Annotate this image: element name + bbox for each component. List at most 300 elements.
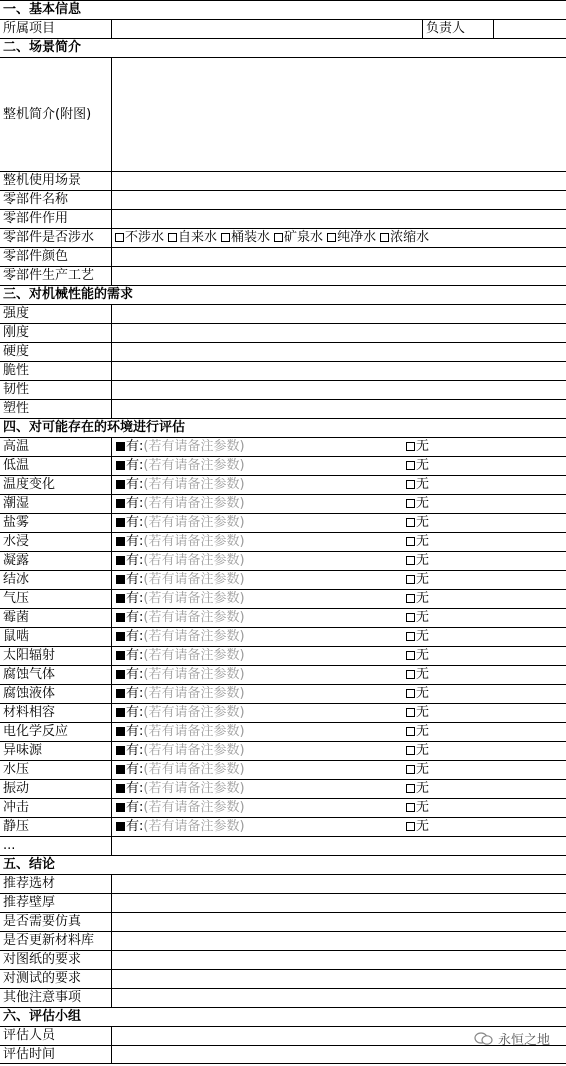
env-row (0, 703, 566, 722)
env-row (0, 551, 566, 570)
checkbox-icon[interactable] (406, 575, 415, 584)
env-label: 电化学反应 (0, 723, 112, 741)
mechanical-row (0, 380, 566, 399)
section-title: 二、场景简介 (3, 40, 82, 55)
env-option-none[interactable] (406, 552, 429, 570)
checkbox-icon[interactable] (406, 670, 415, 679)
has-label: 有: (126, 648, 144, 663)
checkbox-checked-icon[interactable] (116, 822, 125, 831)
checkbox-checked-icon[interactable] (116, 556, 125, 565)
water-option[interactable] (115, 230, 164, 245)
env-row (0, 798, 566, 817)
env-option-none[interactable] (406, 666, 429, 684)
env-options (112, 552, 566, 570)
checkbox-icon[interactable] (406, 461, 415, 470)
conclusion-field[interactable] (112, 913, 566, 931)
env-option-has[interactable] (116, 742, 245, 760)
env-options (112, 704, 566, 722)
checkbox-icon[interactable] (406, 765, 415, 774)
conclusion-field[interactable] (112, 875, 566, 893)
scene-row (0, 247, 566, 266)
section-title: 五、结论 (3, 857, 56, 872)
env-options (112, 799, 566, 817)
env-label: 静压 (0, 818, 112, 836)
env-label: 气压 (0, 590, 112, 608)
watermark (474, 1029, 550, 1048)
hint-text: (若有请备注参数) (143, 781, 245, 796)
checkbox-checked-icon[interactable] (116, 442, 125, 451)
project-field[interactable] (112, 20, 422, 38)
has-label: 有: (126, 686, 144, 701)
wechat-icon (474, 1032, 494, 1046)
env-option-none[interactable] (406, 571, 429, 589)
scene-row (0, 266, 566, 285)
env-options (112, 647, 566, 665)
hint-text: (若有请备注参数) (143, 572, 245, 587)
none-label: 无 (416, 800, 430, 815)
water-option[interactable] (221, 230, 270, 245)
checkbox-checked-icon[interactable] (116, 575, 125, 584)
checkbox-checked-icon[interactable] (116, 803, 125, 812)
checkbox-icon[interactable] (406, 822, 415, 831)
none-label: 无 (416, 781, 430, 796)
conclusion-label: 推荐壁厚 (0, 894, 112, 912)
has-label: 有: (126, 439, 144, 454)
env-options (112, 495, 566, 513)
water-row (0, 228, 566, 247)
env-option-none[interactable] (406, 685, 429, 703)
mechanical-field[interactable] (112, 362, 566, 380)
env-option-none[interactable] (406, 628, 429, 646)
env-options (112, 723, 566, 741)
mechanical-field[interactable] (112, 343, 566, 361)
has-label: 有: (126, 515, 144, 530)
has-label: 有: (126, 743, 144, 758)
conclusion-field[interactable] (112, 989, 566, 1007)
scene-label: 零部件生产工艺 (0, 267, 112, 285)
scene-row (0, 209, 566, 228)
env-option-has[interactable] (116, 495, 245, 513)
env-label: 温度变化 (0, 476, 112, 494)
conclusion-row (0, 950, 566, 969)
mechanical-field[interactable] (112, 305, 566, 323)
env-option-none[interactable] (406, 438, 429, 456)
water-option-label: 桶装水 (231, 230, 271, 245)
has-label: 有: (126, 496, 144, 511)
checkbox-checked-icon[interactable] (116, 670, 125, 679)
env-option-has[interactable] (116, 647, 245, 665)
scene-row (0, 171, 566, 190)
hint-text: (若有请备注参数) (143, 629, 245, 644)
hint-text: (若有请备注参数) (143, 705, 245, 720)
checkbox-checked-icon[interactable] (116, 518, 125, 527)
env-option-none[interactable] (406, 647, 429, 665)
mechanical-field[interactable] (112, 381, 566, 399)
water-option-label: 矿泉水 (284, 230, 324, 245)
env-row (0, 456, 566, 475)
env-options (112, 533, 566, 551)
checkbox-checked-icon[interactable] (116, 613, 125, 622)
conclusion-row (0, 893, 566, 912)
none-label: 无 (416, 553, 430, 568)
none-label: 无 (416, 648, 430, 663)
env-row (0, 741, 566, 760)
mechanical-label: 刚度 (0, 324, 112, 342)
checkbox-checked-icon[interactable] (116, 708, 125, 717)
hint-text: (若有请备注参数) (143, 477, 245, 492)
env-options (112, 514, 566, 532)
intro-label: 整机简介(附图) (0, 58, 112, 171)
checkbox-icon[interactable] (406, 784, 415, 793)
scene-field[interactable] (112, 267, 566, 285)
env-option-has[interactable] (116, 780, 245, 798)
env-option-has[interactable] (116, 438, 245, 456)
mechanical-row (0, 323, 566, 342)
hint-text: (若有请备注参数) (143, 534, 245, 549)
env-option-has[interactable] (116, 533, 245, 551)
mechanical-row (0, 361, 566, 380)
has-label: 有: (126, 553, 144, 568)
none-label: 无 (416, 667, 430, 682)
env-option-none[interactable] (406, 457, 429, 475)
none-label: 无 (416, 629, 430, 644)
checkbox-checked-icon[interactable] (116, 461, 125, 470)
water-label: 零部件是否涉水 (0, 229, 112, 247)
env-label: 高温 (0, 438, 112, 456)
has-label: 有: (126, 667, 144, 682)
has-label: 有: (126, 458, 144, 473)
none-label: 无 (416, 591, 430, 606)
env-label: 水压 (0, 761, 112, 779)
conclusion-row (0, 931, 566, 950)
env-option-has[interactable] (116, 571, 245, 589)
mechanical-field[interactable] (112, 400, 566, 418)
conclusion-row (0, 874, 566, 893)
env-option-has[interactable] (116, 723, 245, 741)
env-label: 鼠啮 (0, 628, 112, 646)
checkbox-icon[interactable] (406, 556, 415, 565)
team-label: 评估时间 (0, 1046, 112, 1063)
checkbox-icon[interactable] (406, 442, 415, 451)
conclusion-field[interactable] (112, 894, 566, 912)
project-row (0, 19, 566, 38)
hint-text: (若有请备注参数) (143, 439, 245, 454)
env-row (0, 627, 566, 646)
env-label: 凝露 (0, 552, 112, 570)
scene-label: 整机使用场景 (0, 172, 112, 190)
water-option-label: 纯净水 (337, 230, 377, 245)
env-label: 腐蚀气体 (0, 666, 112, 684)
checkbox-icon[interactable] (406, 613, 415, 622)
scene-field[interactable] (112, 210, 566, 228)
env-row (0, 779, 566, 798)
env-option-none[interactable] (406, 514, 429, 532)
env-label: 腐蚀液体 (0, 685, 112, 703)
checkbox-icon[interactable] (406, 689, 415, 698)
env-row (0, 817, 566, 836)
checkbox-checked-icon[interactable] (116, 784, 125, 793)
env-label: 潮湿 (0, 495, 112, 513)
mechanical-label: 塑性 (0, 400, 112, 418)
section-conclusion (0, 855, 566, 874)
mechanical-row (0, 399, 566, 418)
env-option-has[interactable] (116, 514, 245, 532)
env-option-none[interactable] (406, 761, 429, 779)
checkbox-icon[interactable] (406, 480, 415, 489)
scene-label: 零部件作用 (0, 210, 112, 228)
intro-row (0, 57, 566, 171)
env-option-has[interactable] (116, 818, 245, 836)
water-option-label: 自来水 (178, 230, 218, 245)
env-option-has[interactable] (116, 704, 245, 722)
intro-field[interactable] (112, 58, 566, 171)
section-mechanical (0, 285, 566, 304)
checkbox-icon[interactable] (406, 632, 415, 641)
mechanical-label: 硬度 (0, 343, 112, 361)
none-label: 无 (416, 458, 430, 473)
conclusion-label: 对图纸的要求 (0, 951, 112, 969)
water-option[interactable] (380, 230, 429, 245)
section-scene (0, 38, 566, 57)
none-label: 无 (416, 572, 430, 587)
env-label: 太阳辐射 (0, 647, 112, 665)
section-basic-info (0, 0, 566, 19)
none-label: 无 (416, 819, 430, 834)
env-option-has[interactable] (116, 685, 245, 703)
env-row (0, 532, 566, 551)
conclusion-label: 是否需要仿真 (0, 913, 112, 931)
hint-text: (若有请备注参数) (143, 591, 245, 606)
hint-text: (若有请备注参数) (143, 553, 245, 568)
has-label: 有: (126, 762, 144, 777)
none-label: 无 (416, 477, 430, 492)
env-options (112, 780, 566, 798)
env-label: 结冰 (0, 571, 112, 589)
has-label: 有: (126, 800, 144, 815)
scene-label: 零部件名称 (0, 191, 112, 209)
mechanical-label: 脆性 (0, 362, 112, 380)
checkbox-checked-icon[interactable] (116, 594, 125, 603)
water-option[interactable] (274, 230, 323, 245)
conclusion-field[interactable] (112, 970, 566, 988)
env-label: 低温 (0, 457, 112, 475)
env-label: 霉菌 (0, 609, 112, 627)
env-more-field[interactable] (112, 837, 566, 855)
none-label: 无 (416, 610, 430, 625)
conclusion-row (0, 912, 566, 931)
env-option-has[interactable] (116, 761, 245, 779)
none-label: 无 (416, 743, 430, 758)
hint-text: (若有请备注参数) (143, 819, 245, 834)
env-options (112, 818, 566, 836)
has-label: 有: (126, 781, 144, 796)
has-label: 有: (126, 724, 144, 739)
checkbox-checked-icon[interactable] (116, 499, 125, 508)
env-row (0, 589, 566, 608)
env-label: 盐雾 (0, 514, 112, 532)
env-option-has[interactable] (116, 628, 245, 646)
env-row (0, 646, 566, 665)
env-label: 水浸 (0, 533, 112, 551)
checkbox-icon[interactable] (274, 233, 283, 242)
conclusion-label: 是否更新材料库 (0, 932, 112, 950)
env-more-label: ... (0, 837, 112, 855)
env-option-has[interactable] (116, 476, 245, 494)
checkbox-checked-icon[interactable] (116, 727, 125, 736)
env-options (112, 590, 566, 608)
env-options (112, 571, 566, 589)
env-row (0, 437, 566, 456)
env-row (0, 570, 566, 589)
checkbox-checked-icon[interactable] (116, 746, 125, 755)
mechanical-label: 强度 (0, 305, 112, 323)
none-label: 无 (416, 496, 430, 511)
conclusion-field[interactable] (112, 951, 566, 969)
mechanical-row (0, 342, 566, 361)
section-title: 一、基本信息 (3, 2, 82, 17)
env-options (112, 438, 566, 456)
env-row (0, 665, 566, 684)
checkbox-icon[interactable] (168, 233, 177, 242)
water-option-label: 不涉水 (125, 230, 165, 245)
env-option-none[interactable] (406, 818, 429, 836)
checkbox-icon[interactable] (380, 233, 389, 242)
water-options (112, 229, 566, 247)
checkbox-checked-icon[interactable] (116, 651, 125, 660)
env-options (112, 609, 566, 627)
env-option-none[interactable] (406, 742, 429, 760)
env-label: 异味源 (0, 742, 112, 760)
checkbox-checked-icon[interactable] (116, 632, 125, 641)
checkbox-checked-icon[interactable] (116, 689, 125, 698)
env-option-has[interactable] (116, 590, 245, 608)
checkbox-checked-icon[interactable] (116, 537, 125, 546)
scene-field[interactable] (112, 248, 566, 266)
env-options (112, 476, 566, 494)
hint-text: (若有请备注参数) (143, 724, 245, 739)
env-row (0, 760, 566, 779)
has-label: 有: (126, 477, 144, 492)
checkbox-checked-icon[interactable] (116, 765, 125, 774)
owner-field[interactable] (494, 20, 566, 38)
checkbox-icon[interactable] (115, 233, 124, 242)
hint-text: (若有请备注参数) (143, 743, 245, 758)
checkbox-icon[interactable] (406, 594, 415, 603)
checkbox-icon[interactable] (406, 708, 415, 717)
mechanical-label: 韧性 (0, 381, 112, 399)
team-label: 评估人员 (0, 1027, 112, 1045)
none-label: 无 (416, 439, 430, 454)
checkbox-icon[interactable] (406, 803, 415, 812)
has-label: 有: (126, 534, 144, 549)
env-option-none[interactable] (406, 704, 429, 722)
env-row (0, 684, 566, 703)
none-label: 无 (416, 705, 430, 720)
checkbox-icon[interactable] (221, 233, 230, 242)
env-option-has[interactable] (116, 799, 245, 817)
env-option-none[interactable] (406, 780, 429, 798)
none-label: 无 (416, 724, 430, 739)
team-field[interactable] (112, 1046, 566, 1063)
checkbox-icon[interactable] (406, 651, 415, 660)
water-option-label: 浓缩水 (390, 230, 430, 245)
env-option-has[interactable] (116, 609, 245, 627)
section-title: 六、评估小组 (3, 1009, 82, 1024)
hint-text: (若有请备注参数) (143, 800, 245, 815)
conclusion-field[interactable] (112, 932, 566, 950)
has-label: 有: (126, 572, 144, 587)
hint-text: (若有请备注参数) (143, 458, 245, 473)
project-label: 所属项目 (0, 20, 112, 38)
checkbox-checked-icon[interactable] (116, 480, 125, 489)
checkbox-icon[interactable] (406, 499, 415, 508)
scene-row (0, 190, 566, 209)
conclusion-row (0, 969, 566, 988)
env-row (0, 608, 566, 627)
hint-text: (若有请备注参数) (143, 496, 245, 511)
env-option-none[interactable] (406, 476, 429, 494)
scene-label: 零部件颜色 (0, 248, 112, 266)
water-option[interactable] (168, 230, 217, 245)
has-label: 有: (126, 705, 144, 720)
has-label: 有: (126, 819, 144, 834)
mechanical-row (0, 304, 566, 323)
none-label: 无 (416, 534, 430, 549)
checkbox-icon[interactable] (406, 727, 415, 736)
hint-text: (若有请备注参数) (143, 762, 245, 777)
env-option-none[interactable] (406, 799, 429, 817)
none-label: 无 (416, 686, 430, 701)
hint-text: (若有请备注参数) (143, 515, 245, 530)
hint-text: (若有请备注参数) (143, 610, 245, 625)
hint-text: (若有请备注参数) (143, 667, 245, 682)
section-environment (0, 418, 566, 437)
env-options (112, 666, 566, 684)
has-label: 有: (126, 610, 144, 625)
env-row (0, 494, 566, 513)
checkbox-icon[interactable] (406, 537, 415, 546)
owner-label: 负责人 (422, 20, 494, 38)
env-option-has[interactable] (116, 666, 245, 684)
env-row (0, 475, 566, 494)
checkbox-icon[interactable] (406, 518, 415, 527)
env-option-none[interactable] (406, 723, 429, 741)
scene-field[interactable] (112, 191, 566, 209)
none-label: 无 (416, 762, 430, 777)
env-options (112, 685, 566, 703)
env-options (112, 742, 566, 760)
water-option[interactable] (327, 230, 376, 245)
env-option-has[interactable] (116, 552, 245, 570)
conclusion-label: 推荐选材 (0, 875, 112, 893)
env-option-none[interactable] (406, 590, 429, 608)
env-option-has[interactable] (116, 457, 245, 475)
env-more-row (0, 836, 566, 855)
env-label: 冲击 (0, 799, 112, 817)
has-label: 有: (126, 629, 144, 644)
checkbox-icon[interactable] (406, 746, 415, 755)
scene-field[interactable] (112, 172, 566, 190)
watermark-text: 永恒之地 (497, 1033, 550, 1048)
env-option-none[interactable] (406, 609, 429, 627)
conclusion-label: 其他注意事项 (0, 989, 112, 1007)
env-option-none[interactable] (406, 495, 429, 513)
section-title: 三、对机械性能的需求 (3, 287, 134, 302)
env-options (112, 628, 566, 646)
checkbox-icon[interactable] (327, 233, 336, 242)
mechanical-field[interactable] (112, 324, 566, 342)
env-option-none[interactable] (406, 533, 429, 551)
